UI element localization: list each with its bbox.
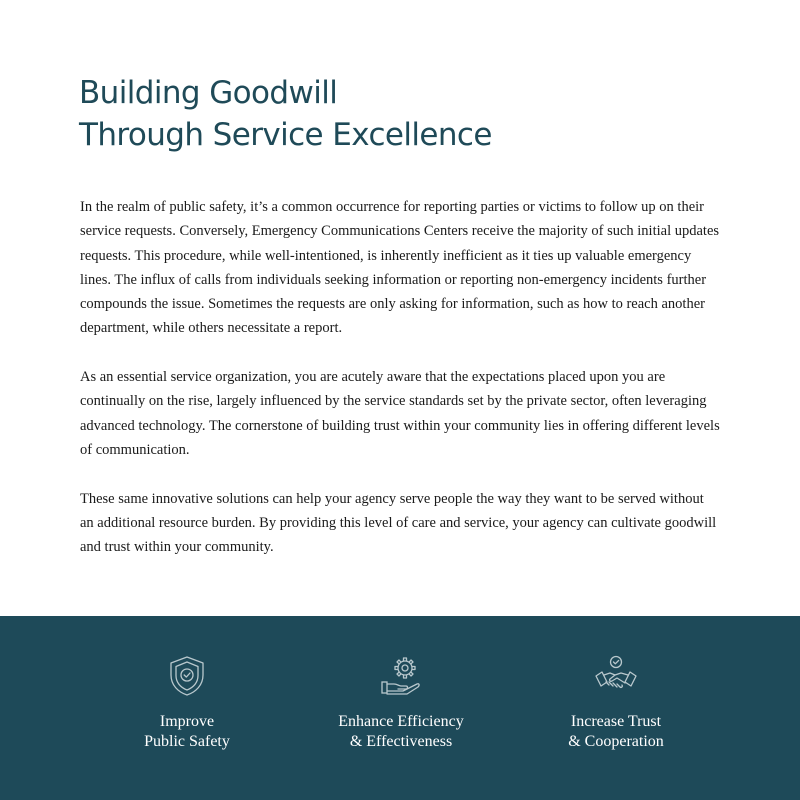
feature-label: [77, 712, 297, 752]
gear-hand-icon: [379, 654, 423, 698]
feature-public-safety: [77, 654, 297, 752]
benefits-band: [0, 616, 800, 800]
feature-trust: [506, 654, 726, 752]
paragraph-1: In the realm of public safety, it’s a common occurrence for reporting parties or victims to follow up on their service requests. Conversely, Emergency Communications Centers receive the majority of such initial updates requests. This procedure, while well-intentioned, is inherently inefficient as it ties up valuable emergency lines. The influx of calls from individuals seeking information or reporting non-emergency incidents further compounds the issue. Sometimes the requests are only asking for information, such as how to reach another department, while others necessitate a report.: [80, 199, 720, 337]
handshake-icon: [594, 654, 638, 698]
paragraph-2: As an essential service organization, you are acutely aware that the expectations placed upon you are continually on the rise, largely influenced by the service standards set by the private sector, often leveraging advanced technology. The cornerstone of building trust within your community lies in offering different levels of communication.: [80, 369, 720, 458]
feature-label-line-2: & Effectiveness: [349, 733, 453, 750]
feature-label-line-2: Public Safety: [144, 733, 230, 750]
feature-efficiency: [291, 654, 511, 752]
body-copy: [80, 195, 720, 584]
page-title-line-1: Building Goodwill: [79, 75, 338, 111]
feature-label: [506, 712, 726, 752]
feature-label-line-1: Increase Trust: [570, 713, 662, 730]
feature-label: [291, 712, 511, 752]
feature-label-line-1: Improve: [159, 713, 215, 730]
feature-label-line-1: Enhance Efficiency: [338, 713, 464, 730]
shield-check-icon: [165, 654, 209, 698]
paragraph-3: These same innovative solutions can help your agency serve people the way they want to be served without an additional resource burden. By providing this level of care and service, your agency can cultivate goodwill and trust within your community.: [80, 490, 717, 556]
page-title-line-2: Through Service Excellence: [79, 117, 492, 153]
feature-label-line-2: & Cooperation: [568, 733, 664, 750]
page-title: [79, 72, 492, 156]
